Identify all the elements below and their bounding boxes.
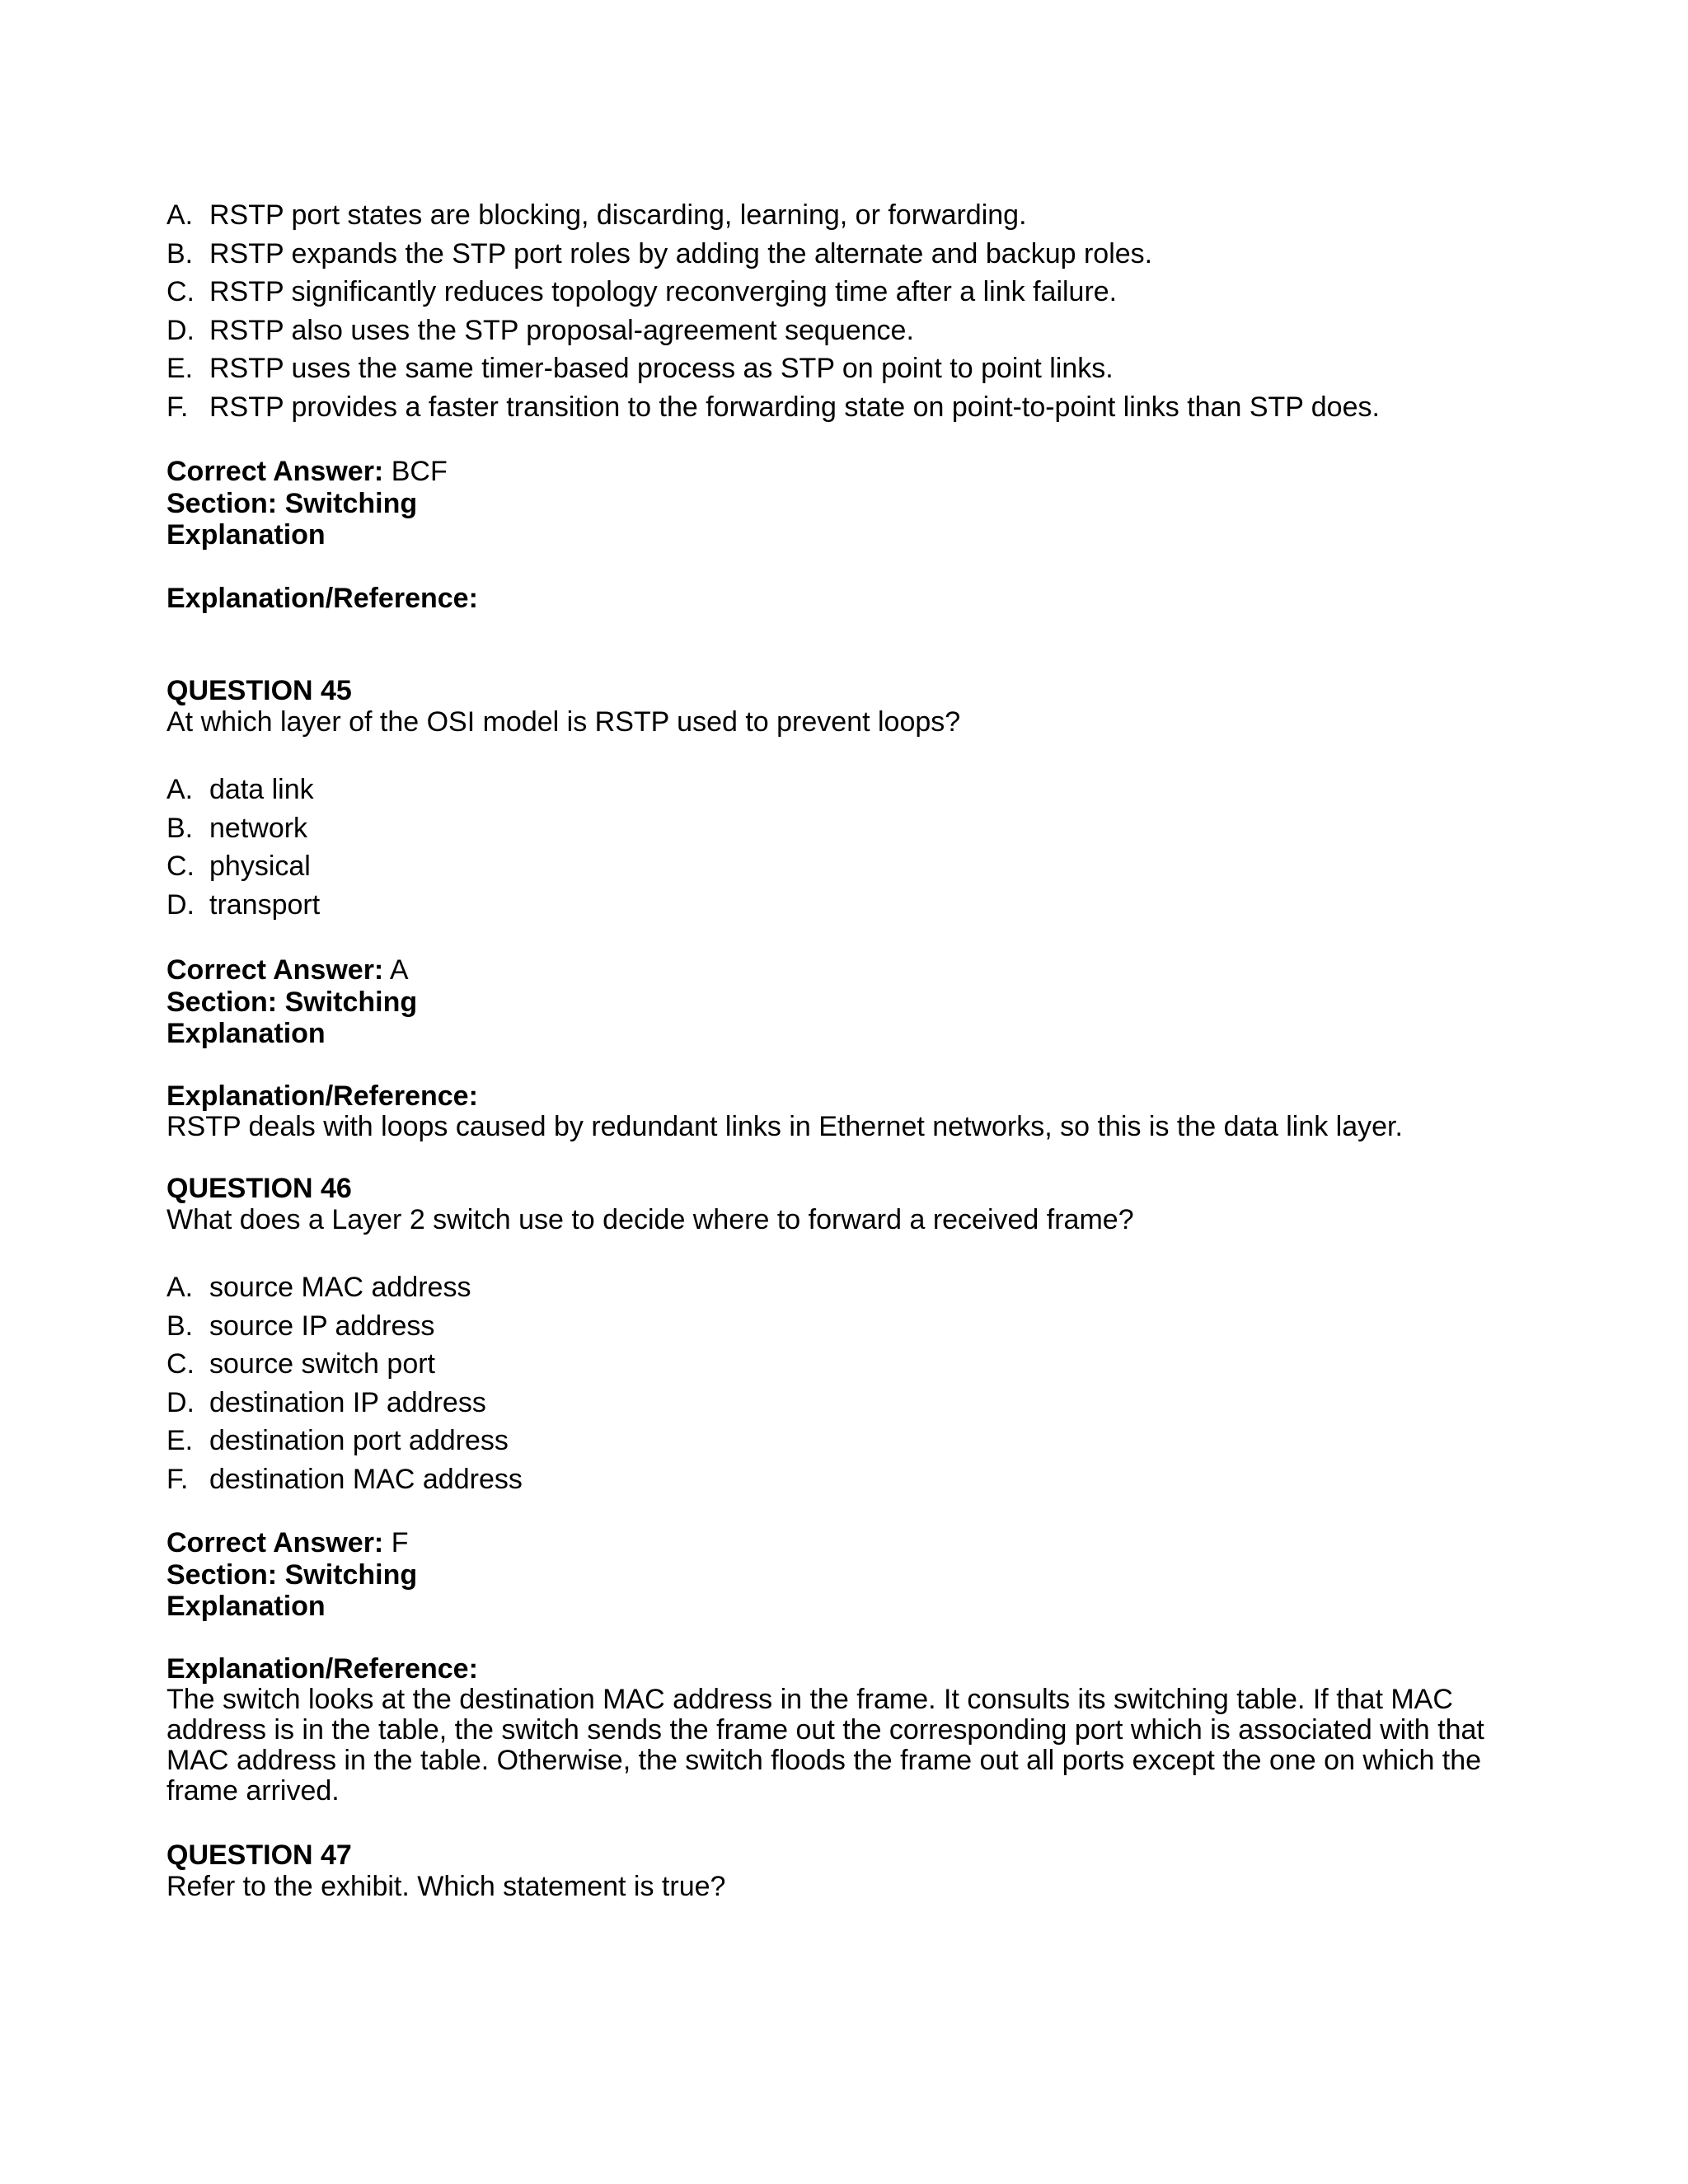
option-letter: E. [166, 353, 194, 384]
q45-option-a [166, 771, 1518, 809]
q46-reference-line: address is in the table, the switch sends the frame out the corresponding port which is associated with that [166, 1714, 1484, 1746]
option-letter: F. [166, 391, 189, 423]
q47-question-text: Refer to the exhibit. Which statement is true? [166, 1870, 726, 1902]
q45-option-b [166, 809, 1518, 848]
q44-section: Section: Switching [166, 487, 418, 519]
q45-option-c [166, 847, 1518, 886]
option-text: RSTP uses the same timer-based process as STP on point to point links. [209, 353, 1114, 384]
option-letter: A. [166, 774, 194, 805]
q44-option-a [166, 196, 1518, 235]
option-text: source MAC address [209, 1272, 471, 1303]
q46-reference-line: The switch looks at the destination MAC address in the frame. It consults its switching table. If that MAC [166, 1684, 1453, 1715]
q47-title: QUESTION 47 [166, 1840, 352, 1871]
q44-options [166, 196, 1518, 426]
option-letter: D. [166, 888, 195, 921]
q46-reference [166, 1654, 1518, 1807]
option-letter: F. [166, 1463, 189, 1495]
option-letter: C. [166, 1348, 195, 1380]
q46-answer-block [166, 1527, 1518, 1623]
answer-label: Correct Answer: [166, 456, 384, 487]
option-text: transport [209, 888, 321, 921]
q45-correct-answer [166, 954, 1518, 987]
q46-option-a [166, 1268, 1518, 1307]
q44-option-c [166, 273, 1518, 312]
option-text: destination port address [209, 1425, 509, 1456]
option-text: RSTP provides a faster transition to the forwarding state on point-to-point links than STP does. [209, 391, 1380, 423]
q46-header [166, 1174, 1518, 1235]
q46-question-text: What does a Layer 2 switch use to decide where to forward a received frame? [166, 1203, 1134, 1235]
q46-reference-line: MAC address in the table. Otherwise, the switch floods the frame out all ports except the one on which the [166, 1745, 1482, 1776]
option-letter: E. [166, 1425, 194, 1456]
q44-option-e [166, 349, 1518, 388]
q45-reference-label: Explanation/Reference: [166, 1080, 478, 1112]
q45-option-d [166, 886, 1518, 925]
q45-question-text: At which layer of the OSI model is RSTP used to prevent loops? [166, 705, 961, 738]
q46-correct-answer [166, 1527, 1518, 1559]
q46-reference-line: frame arrived. [166, 1775, 340, 1807]
answer-label: Correct Answer: [166, 954, 384, 986]
q46-section: Section: Switching [166, 1558, 418, 1591]
q44-correct-answer [166, 456, 1518, 488]
q44-option-d [166, 312, 1518, 350]
q44-explanation-heading: Explanation [166, 519, 326, 551]
q45-reference-text: RSTP deals with loops caused by redundant links in Ethernet networks, so this is the data link layer. [166, 1111, 1403, 1142]
answer-value: BCF [383, 456, 448, 487]
q46-option-b [166, 1307, 1518, 1346]
q44-reference [166, 583, 1518, 615]
answer-label: Correct Answer: [166, 1527, 384, 1558]
option-text: network [209, 812, 308, 844]
q45-title: QUESTION 45 [166, 675, 352, 706]
q45-header [166, 676, 1518, 738]
option-letter: A. [166, 199, 194, 231]
option-letter: A. [166, 1272, 194, 1303]
option-letter: D. [166, 314, 195, 346]
option-letter: B. [166, 237, 194, 269]
q46-option-d [166, 1384, 1518, 1422]
q45-answer-block [166, 954, 1518, 1050]
q44-answer-block [166, 456, 1518, 551]
q46-option-f [166, 1460, 1518, 1499]
q46-option-c [166, 1345, 1518, 1384]
q46-reference-label: Explanation/Reference: [166, 1653, 478, 1685]
q44-reference-label: Explanation/Reference: [166, 583, 478, 614]
option-text: source IP address [209, 1310, 435, 1342]
q46-title: QUESTION 46 [166, 1173, 352, 1204]
q45-options [166, 771, 1518, 924]
q44-option-f [166, 388, 1518, 427]
option-text: RSTP significantly reduces topology reconverging time after a link failure. [209, 276, 1118, 307]
q45-section: Section: Switching [166, 986, 418, 1018]
option-text: RSTP expands the STP port roles by adding the alternate and backup roles. [209, 237, 1153, 269]
q46-option-e [166, 1422, 1518, 1460]
q46-explanation-heading: Explanation [166, 1591, 326, 1622]
option-text: physical [209, 851, 311, 882]
option-text: source switch port [209, 1348, 435, 1380]
answer-value: A [383, 954, 409, 986]
option-letter: C. [166, 851, 195, 882]
option-text: data link [209, 774, 314, 805]
q44-option-b [166, 235, 1518, 274]
q45-explanation-heading: Explanation [166, 1018, 326, 1049]
option-letter: D. [166, 1386, 195, 1418]
option-text: RSTP port states are blocking, discarding, learning, or forwarding. [209, 199, 1027, 231]
option-text: RSTP also uses the STP proposal-agreement sequence. [209, 314, 914, 346]
q47-header [166, 1840, 1518, 1902]
q45-reference [166, 1081, 1518, 1142]
option-letter: B. [166, 812, 194, 844]
option-letter: B. [166, 1310, 194, 1342]
option-letter: C. [166, 276, 195, 307]
q46-options [166, 1268, 1518, 1498]
answer-value: F [383, 1527, 409, 1558]
option-text: destination IP address [209, 1386, 486, 1418]
option-text: destination MAC address [209, 1463, 523, 1495]
